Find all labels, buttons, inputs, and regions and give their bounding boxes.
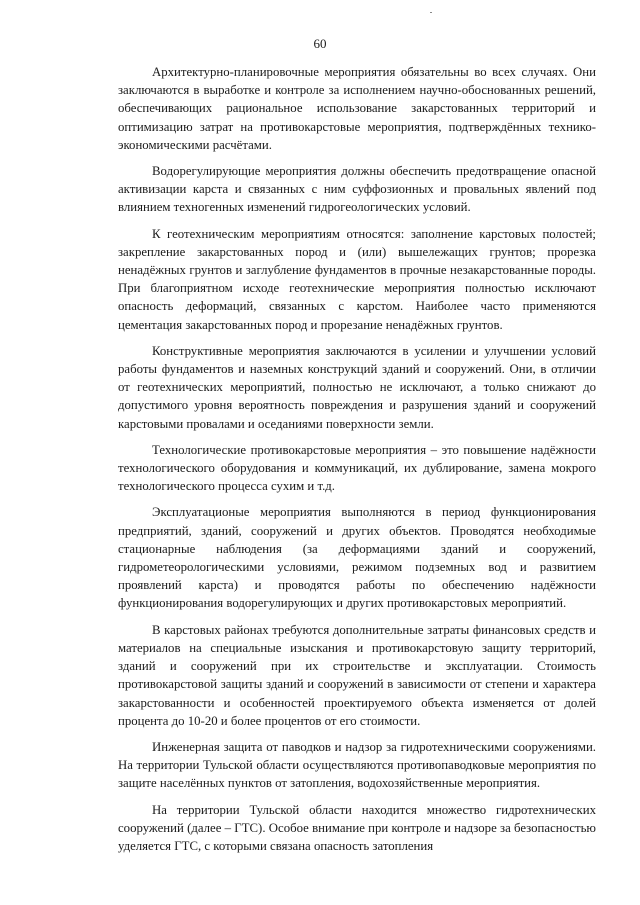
paragraph-hydraulic-structures: На территории Тульской области находится множество гидротехнических сооружений (далее – ГТС). Особое внимание при контроле и надзоре за безопасностью уделяется ГТС, с которыми связана опасность затопления: [118, 802, 596, 853]
paragraph-technological: Технологические противокарстовые мероприятия – это повышение надёжности технологического оборудования и коммуникаций, их дублирование, замена мокрого технологического процесса сухим и т.д.: [118, 442, 596, 494]
scan-mark: [430, 12, 432, 13]
paragraph-water-regulating: Водорегулирующие мероприятия должны обеспечить предотвращение опасной активизации карста и связанных с ним суффозионных и провальных явлений под влиянием техногенных изменений гидрогеологических условий.: [118, 164, 596, 215]
body-text: [118, 63, 596, 855]
paragraph-geotechnical: К геотехническим мероприятиям относятся: заполнение карстовых полостей; закрепление закарстованных пород и (или) вышележащих грунтов; прорезка ненадёжных грунтов и заглубление фундаментов в прочные незакарстованные породы. При благоприятном исходе геотехнические мероприятия полностью исключают опасность деформаций, связанных с карстом. Наиболее часто применяются цементация закарстованных пород и прорезание ненадёжных грунтов.: [118, 226, 596, 332]
paragraph-constructive: Конструктивные мероприятия заключаются в усилении и улучшении условий работы фундаментов и наземных конструкций зданий и сооружений. Они, в отличии от геотехнических мероприятий, полностью не исключают, а только снижают до допустимого уровня вероятность повреждения и разрушения зданий и сооружений карстовыми провалами и оседаниями поверхности земли.: [118, 343, 596, 431]
page-number: 60: [313, 36, 327, 51]
paragraph-costs: В карстовых районах требуются дополнительные затраты финансовых средств и материалов на специальные изыскания и противокарстовую защиту территорий, зданий и сооружений при их строительстве и эксплуатации. Стоимость противокарстовой защиты зданий и сооружений в зависимости от степени и характера закарстованности и особенностей проектируемого объекта изменяется от долей процента до 10-20 и более процентов от его стоимости.: [118, 622, 596, 728]
paragraph-operational: Эксплуатационые мероприятия выполняются в период функционирования предприятий, зданий, сооружений и других объектов. Проводятся необходимые стационарные наблюдения (за деформациями зданий и сооружений, гидрометеорологическими условиями, режимом подземных вод и развитием проявлений карста) и проводятся работы по обеспечению надёжности функционирования водорегулирующих и других противокарстовых мероприятий.: [118, 505, 596, 611]
paragraph-architectural: Архитектурно-планировочные мероприятия обязательны во всех случаях. Они заключаются в выработке и контроле за исполнением научно-обоснованных решений, обеспечивающих рациональное использование закарстованных территорий и оптимизацию затрат на противокарстовые мероприятия, подтверждённых технико-экономическими расчётами.: [118, 65, 596, 152]
paragraph-flood-protection: Инженерная защита от паводков и надзор за гидротехническими сооружениями. На территории Тульской области осуществляются противопаводковые мероприятия по защите населённых пунктов от затопления, водохозяйственные мероприятия.: [118, 739, 596, 791]
